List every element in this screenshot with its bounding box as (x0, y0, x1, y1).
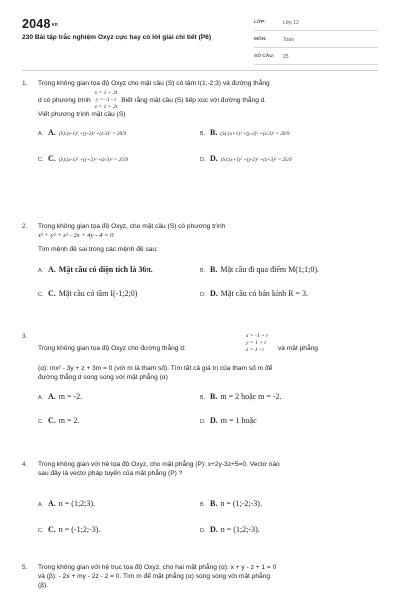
option-text: (S):(x+1)² +(y-2)² +(z-3)² = 20/9 (220, 130, 290, 137)
question-text: và mặt phẳng (278, 345, 318, 352)
option-text: Mặt cầu có diện tích là 36π. (58, 264, 153, 274)
question-text-row (38, 90, 378, 111)
question-text: Viết phương trình mặt cầu (S) (38, 110, 126, 118)
option-text: n = (-1;2;-3). (58, 524, 101, 534)
option-letter: A. (38, 130, 44, 137)
option-letter: A. (38, 501, 44, 508)
question-text: (α): mx² - 3y + z + 3m = 0 (với m là tham số). Tìm tất cả giá trị của tham số m để (38, 365, 273, 372)
option-label: B. (210, 498, 218, 508)
option-a[interactable] (38, 392, 82, 403)
option-text: (S):(x+1)² +(y-2)² +(z+3)² = 25/9 (220, 156, 292, 163)
option-text: m = -2. (58, 391, 83, 401)
option-a[interactable] (38, 265, 153, 276)
question-number: 1. (22, 80, 28, 87)
question-text: Trong không gian với hệ tọa độ Oxyz, cho mặt phẳng (P): x+2y-3z+5=0. Vectơ nào (38, 461, 280, 468)
option-letter: D. (200, 418, 206, 425)
question-text-row (38, 333, 378, 359)
question-text: đường thẳng d song song với mặt phẳng (α) (38, 373, 168, 381)
question-text: (β). (38, 581, 49, 589)
option-text: (S):(x-1)² +(y+2)² +(z-3)² = 25/9 (58, 156, 128, 163)
option-d[interactable] (200, 525, 260, 536)
option-label: C. (48, 288, 56, 298)
question-equation: x² + y² + z² - 2x + 4y - 4 = 0 (38, 231, 114, 239)
option-text: Mặt cầu có tâm I(-1;2;0) (58, 288, 138, 298)
question-1 (22, 80, 378, 178)
option-text: m = 2 hoặc m = -2. (220, 391, 282, 401)
logo-suffix: vn (51, 22, 58, 28)
option-label: D. (210, 415, 218, 425)
option-letter: C. (38, 418, 44, 425)
meta-class-row (254, 17, 378, 31)
option-text: n = (1;-2;-3). (220, 498, 262, 508)
document-title: 230 Bài tập trắc nghiệm Oxyz cực hay có lời giải chi tiết (P6) (22, 34, 212, 41)
meta-count-row (254, 51, 378, 65)
meta-class-label: LỚP: (254, 20, 266, 26)
option-label: D. (210, 153, 218, 163)
option-label: D. (210, 288, 218, 298)
option-letter: D. (200, 527, 206, 534)
option-c[interactable] (38, 525, 100, 536)
option-letter: B. (200, 394, 206, 401)
line-equation-system (246, 333, 268, 354)
option-text: Mặt cầu có bán kính R = 3. (220, 288, 308, 298)
option-b[interactable] (200, 128, 289, 139)
question-text: Biết rằng mặt cầu (S) tiếp xúc với đường thẳng d. (121, 97, 267, 105)
option-label: B. (210, 264, 218, 274)
equation-y: y = 1 + t (246, 339, 266, 346)
question-text: Trong không gian tọa độ Oxyz cho đường thẳng d: (38, 345, 186, 352)
equation-x: x = -1 + t (246, 333, 268, 339)
question-text: Trong không gian tọa độ Oxyz cho mặt cầu (S) có tâm I(1;-2;3) và đường thẳng (38, 80, 270, 87)
option-letter: A. (38, 394, 44, 401)
question-text: sau đây là vectơ pháp tuyến của mặt phẳng (P) ? (38, 469, 183, 477)
option-text: (S):(x-1)² +(y-2)² +(z-3)² = 20/9 (58, 130, 127, 137)
option-text: n = (1;2;3). (58, 498, 96, 508)
option-letter: D. (200, 291, 206, 298)
question-4 (22, 461, 378, 541)
meta-subject-label: MÔN: (254, 37, 267, 43)
question-text: d có phương trình (38, 97, 91, 105)
question-number: 5. (22, 564, 28, 571)
option-text: m = 1 hoặc (220, 415, 257, 425)
option-label: A. (48, 127, 56, 137)
equation-x: x = 1 + 2t (94, 89, 118, 96)
option-label: C. (48, 153, 56, 163)
meta-subject-value: Toán (283, 37, 294, 44)
meta-count-value: 25 (283, 54, 289, 61)
option-b[interactable] (200, 265, 319, 276)
option-label: A. (48, 391, 56, 401)
option-d[interactable] (200, 416, 257, 427)
option-letter: D. (200, 156, 206, 163)
option-label: B. (210, 127, 218, 137)
option-a[interactable] (38, 499, 95, 510)
option-letter: B. (200, 130, 206, 137)
option-d[interactable] (200, 289, 308, 300)
question-text: Trong không gian tọa độ Oxyz, cho mặt cầu (S) có phương trình (38, 223, 226, 230)
option-label: A. (48, 264, 56, 274)
question-5 (22, 564, 378, 591)
option-c[interactable] (38, 416, 80, 427)
equation-z: z = 1 + 2t (94, 103, 118, 110)
option-text: Mặt cầu đi qua điểm M(1;1;0). (220, 264, 319, 274)
option-label: B. (210, 391, 218, 401)
option-d[interactable] (200, 154, 292, 165)
option-b[interactable] (200, 392, 282, 403)
question-number: 4. (22, 461, 28, 468)
question-text: Trong không gian với hệ trục tọa độ Oxyz, cho hai mặt phẳng (α): x + y - z + 1 = 0 (38, 564, 277, 571)
option-text: m = 2. (58, 415, 80, 425)
site-logo[interactable] (22, 16, 58, 33)
option-letter: B. (200, 501, 206, 508)
option-label: D. (210, 524, 218, 534)
option-label: C. (48, 415, 56, 425)
header-divider (22, 70, 378, 71)
option-label: C. (48, 524, 56, 534)
option-c[interactable] (38, 154, 128, 165)
option-letter: A. (38, 267, 44, 274)
meta-class-value: Lớp 12 (283, 20, 299, 27)
meta-count-label: SỐ CÂU: (254, 54, 275, 60)
logo-text: 2048 (22, 17, 51, 31)
option-text: n = (1;2;-3). (220, 524, 260, 534)
question-text: và (β): - 2x + my - 2z - 2 = 0. Tìm m để mặt phẳng (α) song song với mặt phẳng (38, 572, 271, 580)
option-letter: C. (38, 527, 44, 534)
question-text: Tìm mệnh đề sai trong các mệnh đề sau: (38, 245, 158, 253)
equation-y: y = -1 - t (96, 96, 116, 103)
question-2 (22, 223, 378, 307)
document-meta (254, 17, 378, 68)
option-letter: C. (38, 291, 44, 298)
option-label: A. (48, 498, 56, 508)
question-3 (22, 333, 378, 434)
meta-subject-row (254, 34, 378, 48)
option-a[interactable] (38, 128, 126, 139)
option-b[interactable] (200, 499, 262, 510)
question-number: 2. (22, 223, 28, 230)
option-letter: B. (200, 267, 206, 274)
option-letter: C. (38, 156, 44, 163)
question-number: 3. (22, 333, 28, 340)
equation-z: z = 1 - t (246, 346, 264, 353)
line-equation-system (95, 90, 118, 111)
option-c[interactable] (38, 289, 137, 300)
